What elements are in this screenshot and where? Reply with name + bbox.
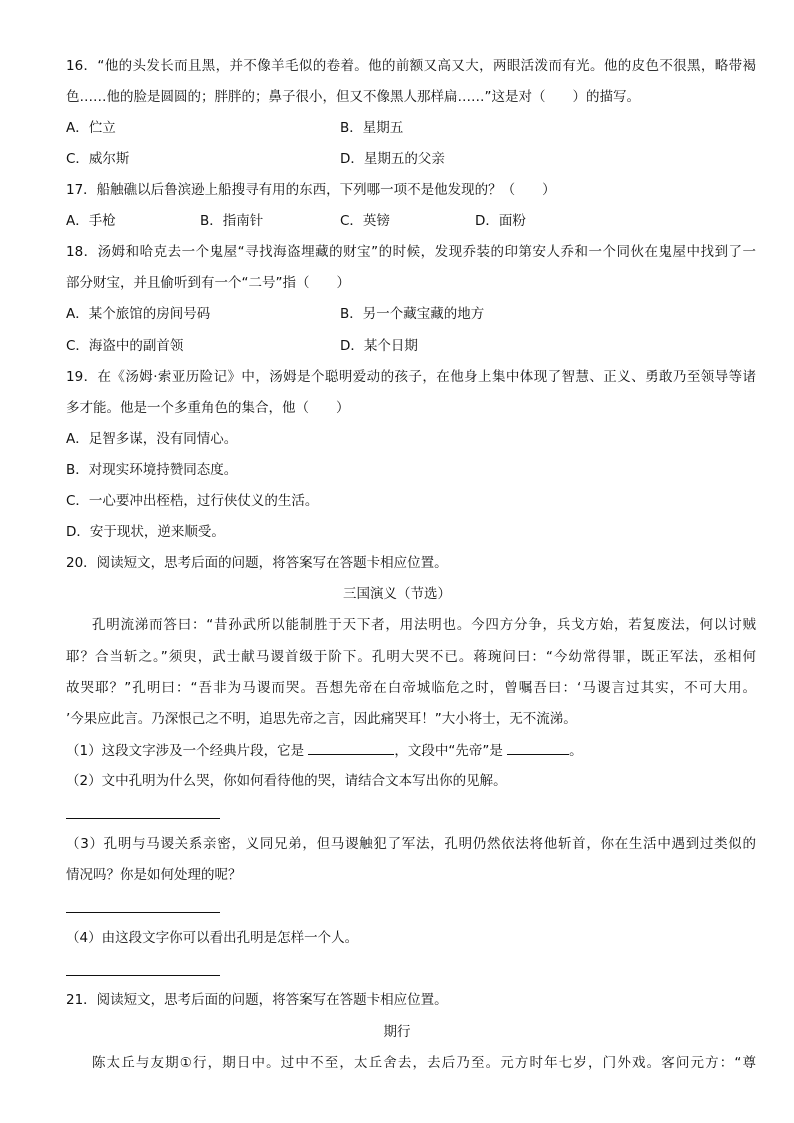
sub-1-prefix: （1）这段文字涉及一个经典片段，它是 — [66, 743, 309, 759]
question-19-option-b[interactable]: B．对现实环境持赞同态度。 — [66, 462, 238, 478]
passage-20-line-4: ’今果应此言。乃深恨己之不明，追思先帝之言，因此痛哭耳！”大小将士，无不流涕。 — [66, 711, 577, 727]
passage-20-title: 三国演义（节选） — [343, 586, 451, 602]
answer-line-sub-4[interactable] — [66, 975, 220, 976]
question-18-text-line-2: 部分财宝，并且偷听到有一个“二号”指（ ） — [66, 275, 350, 291]
question-18-option-a[interactable]: A．某个旅馆的房间号码 — [66, 306, 211, 322]
question-18-option-c[interactable]: C．海盗中的副首领 — [66, 338, 184, 354]
question-19-text-line-1: 19．在《汤姆·索亚历险记》中，汤姆是个聪明爱动的孩子，在他身上集中体现了智慧、正义、勇敢乃至领导等诸 — [66, 369, 756, 385]
passage-20-line-2: 耶？合当斩之。”须臾，武士献马谡首级于阶下。孔明大哭不已。蒋琬问曰：“今幼常得罪，既正军法，丞相何 — [66, 649, 756, 665]
question-16-text-line-2: 色……他的脸是圆圆的；胖胖的；鼻子很小，但又不像黑人那样扁……”这是对（ ）的描写。 — [66, 89, 640, 105]
question-20-sub-2: （2）文中孔明为什么哭，你如何看待他的哭，请结合文本写出你的见解。 — [66, 773, 507, 789]
fill-blank-2[interactable] — [507, 740, 569, 755]
passage-21-line-1: 陈太丘与友期①行，期日中。过中不至，太丘舍去，去后乃至。元方时年七岁，门外戏。客问元方：“尊 — [92, 1055, 756, 1071]
question-19-text-line-2: 多才能。他是一个多重角色的集合，他（ ） — [66, 400, 350, 416]
answer-line-sub-2[interactable] — [66, 818, 220, 819]
passage-20-line-3: 故哭耶？”孔明曰：“吾非为马谡而哭。吾想先帝在白帝城临危之时，曾嘱吾曰：‘马谡言过其实，不可大用。 — [66, 680, 756, 696]
question-20-sub-1 — [66, 740, 756, 761]
question-17-option-c[interactable]: C．英镑 — [340, 213, 390, 229]
question-20-sub-4: （4）由这段文字你可以看出孔明是怎样一个人。 — [66, 930, 359, 946]
question-20-sub-3-line-1: （3）孔明与马谡关系亲密，义同兄弟，但马谡触犯了军法，孔明仍然依法将他斩首，你在生活中遇到过类似的 — [66, 836, 756, 852]
passage-20-line-1: 孔明流涕而答曰：“昔孙武所以能制胜于天下者，用法明也。今四方分争，兵戈方始，若复废法，何以讨贼 — [92, 617, 756, 633]
question-17-option-d[interactable]: D．面粉 — [475, 213, 526, 229]
question-17-option-b[interactable]: B．指南针 — [200, 213, 264, 229]
sub-1-middle: ，文段中“先帝”是 — [394, 743, 508, 759]
fill-blank-1[interactable] — [308, 740, 394, 755]
question-21-intro: 21．阅读短文，思考后面的问题，将答案写在答题卡相应位置。 — [66, 992, 448, 1008]
question-16-option-b[interactable]: B．星期五 — [340, 120, 404, 136]
question-17-text: 17．船触礁以后鲁滨逊上船搜寻有用的东西，下列哪一项不是他发现的？（ ） — [66, 182, 556, 198]
question-16-option-d[interactable]: D．星期五的父亲 — [340, 151, 445, 167]
sub-1-suffix: 。 — [569, 743, 583, 759]
question-19-option-c[interactable]: C．一心要冲出桎梏，过行侠仗义的生活。 — [66, 493, 319, 509]
question-17-option-a[interactable]: A．手枪 — [66, 213, 116, 229]
question-19-option-d[interactable]: D．安于现状，逆来顺受。 — [66, 524, 225, 540]
question-16-option-a[interactable]: A．伫立 — [66, 120, 116, 136]
passage-21-title: 期行 — [383, 1024, 411, 1040]
question-19-option-a[interactable]: A．足智多谋，没有同情心。 — [66, 431, 238, 447]
question-18-option-d[interactable]: D．某个日期 — [340, 338, 418, 354]
question-20-sub-3-line-2: 情况吗？你是如何处理的呢？ — [66, 867, 242, 883]
question-16-option-c[interactable]: C．威尔斯 — [66, 151, 130, 167]
question-18-text-line-1: 18．汤姆和哈克去一个鬼屋“寻找海盗埋藏的财宝”的时候，发现乔装的印第安人乔和一个同伙在鬼屋中找到了一 — [66, 244, 756, 260]
question-20-intro: 20．阅读短文，思考后面的问题，将答案写在答题卡相应位置。 — [66, 555, 448, 571]
answer-line-sub-3[interactable] — [66, 912, 220, 913]
question-16-text-line-1: 16．“他的头发长而且黑，并不像羊毛似的卷着。他的前额又高又大，两眼活泼而有光。他的皮色不很黑，略带褐 — [66, 58, 756, 74]
question-18-option-b[interactable]: B．另一个藏宝藏的地方 — [340, 306, 485, 322]
